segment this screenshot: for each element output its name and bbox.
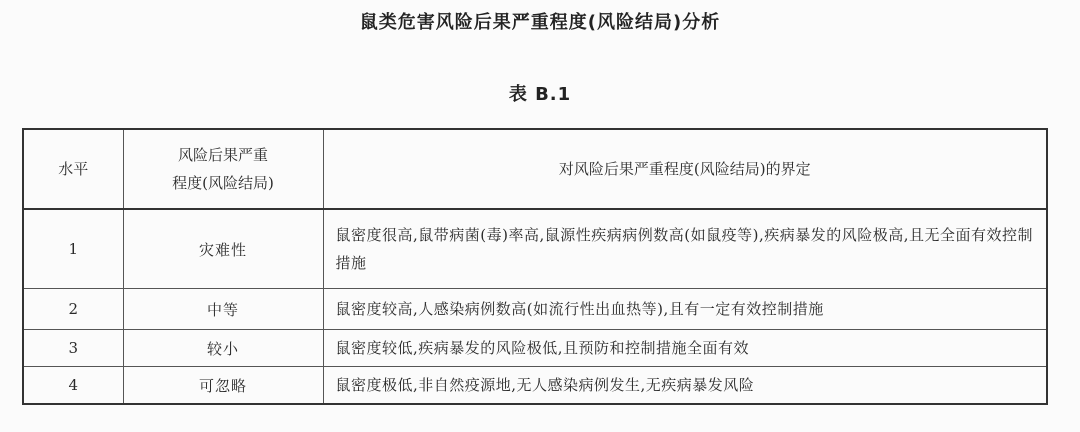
header-severity-line2: 程度(风险结局) xyxy=(172,174,274,192)
table-header-row xyxy=(23,129,1047,209)
table-row xyxy=(23,289,1047,330)
cell-definition: 鼠密度较低,疾病暴发的风险极低,且预防和控制措施全面有效 xyxy=(323,330,1047,367)
header-definition: 对风险后果严重程度(风险结局)的界定 xyxy=(323,129,1047,209)
risk-severity-table xyxy=(22,128,1048,405)
cell-definition: 鼠密度极低,非自然疫源地,无人感染病例发生,无疾病暴发风险 xyxy=(323,367,1047,405)
cell-severity: 可忽略 xyxy=(123,367,323,405)
cell-severity: 中等 xyxy=(123,289,323,330)
cell-level: 1 xyxy=(23,209,123,289)
table-row xyxy=(23,330,1047,367)
table-row xyxy=(23,209,1047,289)
header-severity xyxy=(123,129,323,209)
cell-definition: 鼠密度较高,人感染病例数高(如流行性出血热等),且有一定有效控制措施 xyxy=(323,289,1047,330)
cell-definition: 鼠密度很高,鼠带病菌(毒)率高,鼠源性疾病病例数高(如鼠疫等),疾病暴发的风险极高,且无全面有效控制措施 xyxy=(323,209,1047,289)
cell-level: 2 xyxy=(23,289,123,330)
table-caption: 表 B.1 xyxy=(508,84,572,105)
cell-severity: 较小 xyxy=(123,330,323,367)
cell-level: 3 xyxy=(23,330,123,367)
document-title: 鼠类危害风险后果严重程度(风险结局)分析 xyxy=(359,12,721,33)
cell-severity: 灾难性 xyxy=(123,209,323,289)
header-severity-line1: 风险后果严重 xyxy=(177,146,268,164)
header-level: 水平 xyxy=(23,129,123,209)
cell-level: 4 xyxy=(23,367,123,405)
table-row xyxy=(23,367,1047,405)
